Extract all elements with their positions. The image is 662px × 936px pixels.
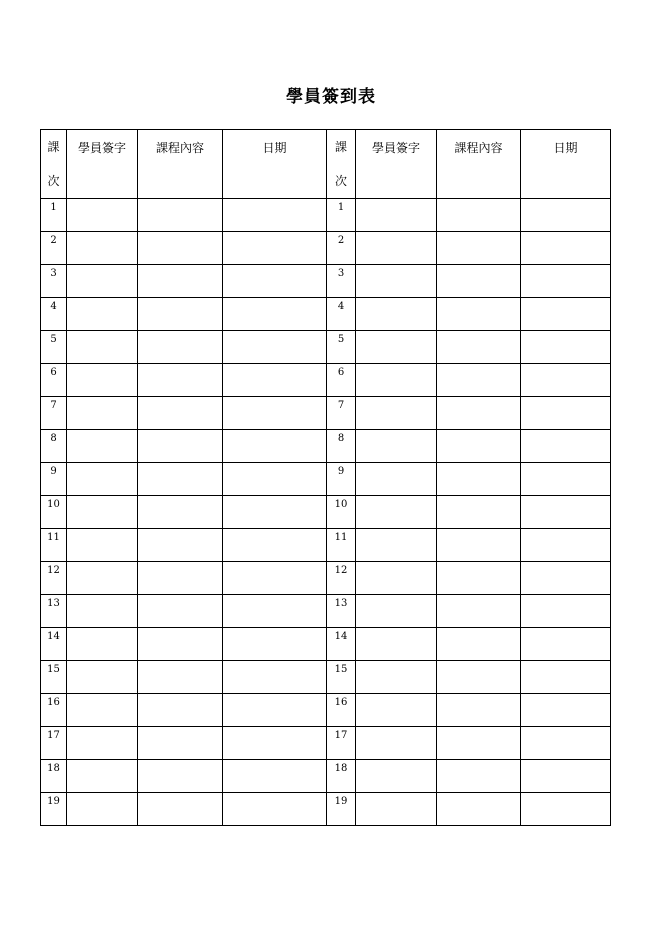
content-cell-left[interactable] — [138, 298, 223, 331]
lesson-number-left: 5 — [41, 331, 67, 364]
table-row — [41, 232, 611, 265]
content-cell-left[interactable] — [138, 628, 223, 661]
content-cell-right[interactable] — [437, 463, 521, 496]
lesson-number-right: 12 — [327, 562, 356, 595]
date-cell-right[interactable] — [521, 694, 611, 727]
date-cell-right[interactable] — [521, 463, 611, 496]
date-cell-left[interactable] — [223, 463, 327, 496]
lesson-number-right: 4 — [327, 298, 356, 331]
signature-cell-right[interactable] — [356, 463, 437, 496]
header-lesson-char-1: 課 — [47, 140, 60, 154]
content-cell-right[interactable] — [437, 298, 521, 331]
table-body — [41, 199, 611, 826]
content-cell-left[interactable] — [138, 199, 223, 232]
content-cell-right[interactable] — [437, 727, 521, 760]
signature-cell-left[interactable] — [67, 793, 138, 826]
signature-cell-left[interactable] — [67, 562, 138, 595]
date-cell-right[interactable] — [521, 562, 611, 595]
table-row — [41, 628, 611, 661]
signature-cell-left[interactable] — [67, 397, 138, 430]
signature-cell-left[interactable] — [67, 364, 138, 397]
lesson-number-left: 12 — [41, 562, 67, 595]
lesson-number-right: 10 — [327, 496, 356, 529]
signature-cell-right[interactable] — [356, 430, 437, 463]
lesson-number-left: 13 — [41, 595, 67, 628]
date-cell-right[interactable] — [521, 232, 611, 265]
content-cell-right[interactable] — [437, 265, 521, 298]
signature-cell-right[interactable] — [356, 661, 437, 694]
content-cell-right[interactable] — [437, 397, 521, 430]
page-title: 學員簽到表 — [286, 87, 376, 107]
lesson-number-left: 18 — [41, 760, 67, 793]
lesson-number-left: 4 — [41, 298, 67, 331]
content-cell-left[interactable] — [138, 694, 223, 727]
signature-cell-right[interactable] — [356, 364, 437, 397]
content-cell-left[interactable] — [138, 661, 223, 694]
sign-in-table — [40, 129, 611, 826]
lesson-number-left: 14 — [41, 628, 67, 661]
header-lesson-left — [41, 130, 67, 199]
signature-cell-right[interactable] — [356, 232, 437, 265]
lesson-number-right: 6 — [327, 364, 356, 397]
date-cell-left[interactable] — [223, 628, 327, 661]
table-row — [41, 562, 611, 595]
signature-cell-left[interactable] — [67, 694, 138, 727]
signature-cell-left[interactable] — [67, 595, 138, 628]
content-cell-right[interactable] — [437, 496, 521, 529]
table-row — [41, 694, 611, 727]
signature-cell-left[interactable] — [67, 496, 138, 529]
date-cell-left[interactable] — [223, 694, 327, 727]
table-row — [41, 364, 611, 397]
content-cell-right[interactable] — [437, 232, 521, 265]
table-row — [41, 529, 611, 562]
signature-cell-left[interactable] — [67, 199, 138, 232]
lesson-number-left: 10 — [41, 496, 67, 529]
lesson-number-left: 19 — [41, 793, 67, 826]
lesson-number-right: 15 — [327, 661, 356, 694]
signature-cell-right[interactable] — [356, 331, 437, 364]
table-row — [41, 496, 611, 529]
signature-cell-right[interactable] — [356, 265, 437, 298]
date-cell-left[interactable] — [223, 298, 327, 331]
table-row — [41, 595, 611, 628]
content-cell-left[interactable] — [138, 595, 223, 628]
content-cell-right[interactable] — [437, 595, 521, 628]
lesson-number-right: 3 — [327, 265, 356, 298]
lesson-number-left: 16 — [41, 694, 67, 727]
table-row — [41, 265, 611, 298]
content-cell-left[interactable] — [138, 430, 223, 463]
lesson-number-right: 16 — [327, 694, 356, 727]
content-cell-left[interactable] — [138, 364, 223, 397]
content-cell-right[interactable] — [437, 331, 521, 364]
lesson-number-left: 3 — [41, 265, 67, 298]
signature-cell-right[interactable] — [356, 793, 437, 826]
header-lesson-char-1: 課 — [334, 140, 347, 154]
content-cell-right[interactable] — [437, 364, 521, 397]
lesson-number-left: 9 — [41, 463, 67, 496]
signature-cell-right[interactable] — [356, 496, 437, 529]
content-cell-left[interactable] — [138, 727, 223, 760]
content-cell-left[interactable] — [138, 760, 223, 793]
date-cell-left[interactable] — [223, 661, 327, 694]
content-cell-right[interactable] — [437, 694, 521, 727]
lesson-number-left: 15 — [41, 661, 67, 694]
date-cell-right[interactable] — [521, 199, 611, 232]
table-row — [41, 397, 611, 430]
signature-cell-right[interactable] — [356, 727, 437, 760]
lesson-number-right: 9 — [327, 463, 356, 496]
lesson-number-right: 8 — [327, 430, 356, 463]
content-cell-right[interactable] — [437, 760, 521, 793]
header-lesson-char-2: 次 — [47, 174, 60, 188]
header-date-left: 日期 — [223, 130, 327, 199]
date-cell-left[interactable] — [223, 760, 327, 793]
content-cell-left[interactable] — [138, 232, 223, 265]
date-cell-right[interactable] — [521, 364, 611, 397]
date-cell-left[interactable] — [223, 529, 327, 562]
date-cell-right[interactable] — [521, 760, 611, 793]
signature-cell-right[interactable] — [356, 562, 437, 595]
date-cell-right[interactable] — [521, 628, 611, 661]
date-cell-left[interactable] — [223, 562, 327, 595]
signature-cell-left[interactable] — [67, 298, 138, 331]
signature-cell-right[interactable] — [356, 298, 437, 331]
content-cell-right[interactable] — [437, 529, 521, 562]
content-cell-left[interactable] — [138, 496, 223, 529]
header-date-right: 日期 — [521, 130, 611, 199]
date-cell-left[interactable] — [223, 232, 327, 265]
lesson-number-right: 19 — [327, 793, 356, 826]
lesson-number-right: 7 — [327, 397, 356, 430]
content-cell-right[interactable] — [437, 562, 521, 595]
signature-cell-left[interactable] — [67, 661, 138, 694]
content-cell-right[interactable] — [437, 199, 521, 232]
lesson-number-right: 14 — [327, 628, 356, 661]
date-cell-right[interactable] — [521, 430, 611, 463]
table-row — [41, 199, 611, 232]
date-cell-right[interactable] — [521, 298, 611, 331]
header-lesson-right — [327, 130, 356, 199]
lesson-number-right: 2 — [327, 232, 356, 265]
content-cell-left[interactable] — [138, 562, 223, 595]
lesson-number-right: 13 — [327, 595, 356, 628]
lesson-number-left: 8 — [41, 430, 67, 463]
signature-cell-right[interactable] — [356, 628, 437, 661]
signature-cell-right[interactable] — [356, 199, 437, 232]
lesson-number-left: 1 — [41, 199, 67, 232]
signature-cell-left[interactable] — [67, 463, 138, 496]
date-cell-left[interactable] — [223, 199, 327, 232]
date-cell-left[interactable] — [223, 727, 327, 760]
table-row — [41, 727, 611, 760]
header-signature-left: 學員簽字 — [67, 130, 138, 199]
signature-cell-left[interactable] — [67, 232, 138, 265]
lesson-number-right: 1 — [327, 199, 356, 232]
signature-cell-right[interactable] — [356, 397, 437, 430]
table-row — [41, 463, 611, 496]
date-cell-left[interactable] — [223, 430, 327, 463]
signature-cell-right[interactable] — [356, 760, 437, 793]
date-cell-right[interactable] — [521, 661, 611, 694]
table-row — [41, 760, 611, 793]
signature-cell-right[interactable] — [356, 595, 437, 628]
lesson-number-left: 7 — [41, 397, 67, 430]
signature-cell-left[interactable] — [67, 628, 138, 661]
signature-cell-right[interactable] — [356, 529, 437, 562]
table-row — [41, 661, 611, 694]
lesson-number-right: 11 — [327, 529, 356, 562]
signature-cell-right[interactable] — [356, 694, 437, 727]
content-cell-left[interactable] — [138, 331, 223, 364]
lesson-number-left: 2 — [41, 232, 67, 265]
lesson-number-right: 18 — [327, 760, 356, 793]
table-row — [41, 298, 611, 331]
signature-cell-left[interactable] — [67, 265, 138, 298]
date-cell-right[interactable] — [521, 397, 611, 430]
content-cell-left[interactable] — [138, 463, 223, 496]
header-content-right: 課程內容 — [437, 130, 521, 199]
lesson-number-left: 17 — [41, 727, 67, 760]
content-cell-left[interactable] — [138, 265, 223, 298]
content-cell-right[interactable] — [437, 793, 521, 826]
date-cell-left[interactable] — [223, 331, 327, 364]
date-cell-left[interactable] — [223, 496, 327, 529]
header-row — [41, 130, 611, 199]
content-cell-left[interactable] — [138, 397, 223, 430]
date-cell-right[interactable] — [521, 496, 611, 529]
date-cell-right[interactable] — [521, 265, 611, 298]
date-cell-right[interactable] — [521, 529, 611, 562]
date-cell-right[interactable] — [521, 793, 611, 826]
date-cell-left[interactable] — [223, 793, 327, 826]
content-cell-left[interactable] — [138, 529, 223, 562]
header-content-left: 課程內容 — [138, 130, 223, 199]
lesson-number-left: 6 — [41, 364, 67, 397]
content-cell-left[interactable] — [138, 793, 223, 826]
date-cell-right[interactable] — [521, 727, 611, 760]
date-cell-left[interactable] — [223, 397, 327, 430]
date-cell-right[interactable] — [521, 331, 611, 364]
date-cell-left[interactable] — [223, 265, 327, 298]
date-cell-left[interactable] — [223, 595, 327, 628]
content-cell-right[interactable] — [437, 661, 521, 694]
date-cell-left[interactable] — [223, 364, 327, 397]
header-lesson-char-2: 次 — [334, 174, 347, 188]
lesson-number-left: 11 — [41, 529, 67, 562]
signature-cell-left[interactable] — [67, 529, 138, 562]
signature-cell-left[interactable] — [67, 760, 138, 793]
signature-cell-left[interactable] — [67, 727, 138, 760]
content-cell-right[interactable] — [437, 628, 521, 661]
date-cell-right[interactable] — [521, 595, 611, 628]
table-row — [41, 430, 611, 463]
table-row — [41, 331, 611, 364]
lesson-number-right: 5 — [327, 331, 356, 364]
lesson-number-right: 17 — [327, 727, 356, 760]
header-signature-right: 學員簽字 — [356, 130, 437, 199]
signature-cell-left[interactable] — [67, 430, 138, 463]
table-row — [41, 793, 611, 826]
signature-cell-left[interactable] — [67, 331, 138, 364]
content-cell-right[interactable] — [437, 430, 521, 463]
